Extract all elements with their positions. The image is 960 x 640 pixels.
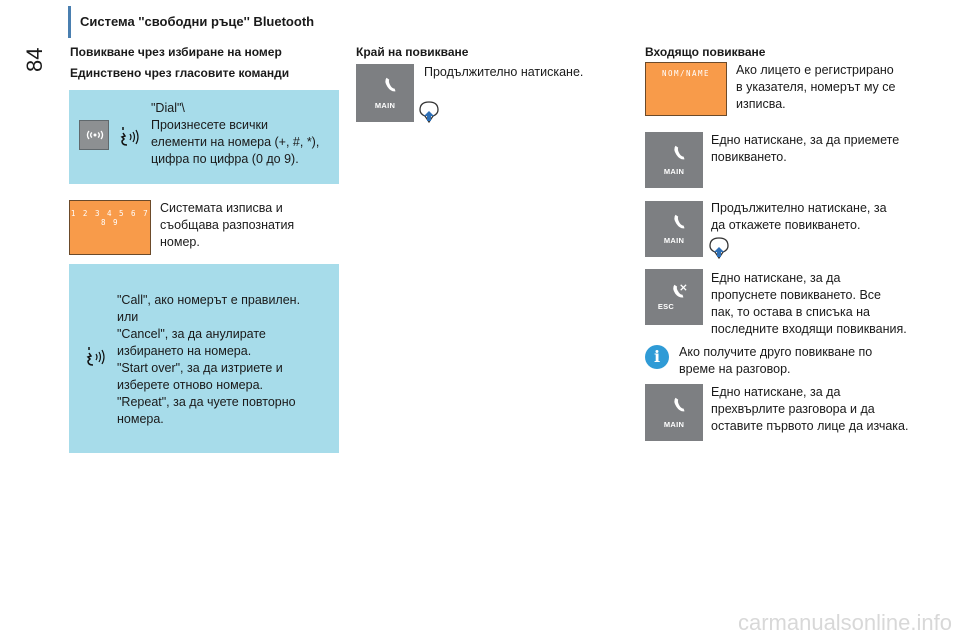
text-line: "Start over", за да изтриете и	[117, 361, 283, 375]
text-line: Едно натискане, за да	[711, 385, 841, 399]
text-line: "Cancel", за да анулирате	[117, 327, 266, 341]
watermark: carmanualsonline.info	[737, 610, 952, 635]
section-heading-dial: Повикване чрез избиране на номер	[70, 45, 282, 59]
long-press-icon	[708, 236, 730, 260]
text-line: или	[117, 310, 139, 324]
voice-wave-icon	[80, 121, 108, 149]
text-line: "Dial"\	[151, 101, 185, 115]
display-description	[160, 200, 335, 251]
main-button-label: MAIN	[663, 236, 685, 245]
header-accent-bar	[68, 6, 71, 38]
esc-button-label: ESC	[657, 302, 675, 311]
info-icon: i	[645, 345, 669, 369]
text-line: да откажете повикването.	[711, 218, 861, 232]
page-number: 84	[22, 47, 47, 72]
section-heading-end-call: Край на повикване	[356, 45, 469, 59]
phone-handset-icon	[671, 144, 689, 162]
page-header-title: Система ''свободни ръце'' Bluetooth	[80, 14, 315, 29]
text-line: изберете отново номера.	[117, 378, 264, 392]
text-line: Произнесете всички	[151, 118, 268, 132]
main-button-label: MAIN	[374, 101, 396, 110]
speaking-head-icon	[83, 344, 107, 370]
text-line: Едно натискане, за да	[711, 271, 841, 285]
text-line: време на разговор.	[679, 362, 791, 376]
text-line: последните входящи повиквания.	[711, 322, 907, 336]
text-line: повикването.	[711, 150, 787, 164]
text-line: "Call", ако номерът е правилен.	[117, 293, 301, 307]
voice-confirm-instructions	[117, 292, 335, 428]
speaking-head-icon	[117, 124, 141, 150]
display-name-screen	[645, 62, 727, 116]
text-line: номера.	[117, 412, 164, 426]
text-line: цифра по цифра (0 до 9).	[151, 152, 299, 166]
main-button	[645, 384, 703, 441]
phone-handset-icon	[671, 396, 689, 414]
text-line: елементи на номера (+, #, *),	[151, 135, 320, 149]
voice-confirm-box	[69, 264, 339, 453]
text-line: изписва.	[736, 97, 786, 111]
text-line: Едно натискане, за да приемете	[711, 133, 900, 147]
skip-call-description	[711, 270, 926, 338]
phone-handset-icon	[671, 213, 689, 231]
esc-button	[645, 269, 703, 325]
end-call-description: Продължително натискане.	[424, 65, 584, 79]
text-line: оставите първото лице да изчака.	[711, 419, 909, 433]
text-line: пак, то остава в списъка на	[711, 305, 871, 319]
text-line: съобщава разпознатия	[160, 218, 295, 232]
display-number-screen	[69, 200, 151, 255]
incoming-description	[736, 62, 926, 113]
voice-command-button	[79, 120, 109, 150]
text-line: Системата изписва и	[160, 201, 283, 215]
text-line: "Repeat", за да чуете повторно	[117, 395, 296, 409]
section-heading-incoming-call: Входящо повикване	[645, 45, 766, 59]
voice-dial-box	[69, 90, 339, 184]
main-button	[645, 132, 703, 188]
text-line: в указателя, номерът му се	[736, 80, 896, 94]
display-digits: 1 2 3 4 5 6 7 8 9	[70, 209, 150, 227]
phone-handset-icon	[382, 76, 400, 94]
text-line: избирането на номера.	[117, 344, 252, 358]
accept-call-description	[711, 132, 926, 166]
hold-call-description	[711, 384, 926, 435]
main-button	[645, 201, 703, 257]
display-name-text: NOM/NAME	[661, 69, 711, 78]
text-line: номер.	[160, 235, 200, 249]
text-line: пропуснете повикването. Все	[711, 288, 881, 302]
main-button	[356, 64, 414, 122]
main-button-label: MAIN	[663, 167, 685, 176]
reject-call-description	[711, 200, 926, 234]
second-call-info	[679, 344, 919, 378]
subheading-voice-only: Единствено чрез гласовите команди	[70, 66, 290, 80]
main-button-label: MAIN	[663, 420, 685, 429]
text-line: Ако получите друго повикване по	[679, 345, 873, 359]
text-line: Продължително натискане, за	[711, 201, 887, 215]
voice-dial-instructions	[151, 100, 339, 168]
text-line: Ако лицето е регистрирано	[736, 63, 894, 77]
phone-hangup-icon	[669, 283, 687, 301]
text-line: прехвърлите разговора и да	[711, 402, 875, 416]
long-press-icon	[418, 100, 440, 124]
